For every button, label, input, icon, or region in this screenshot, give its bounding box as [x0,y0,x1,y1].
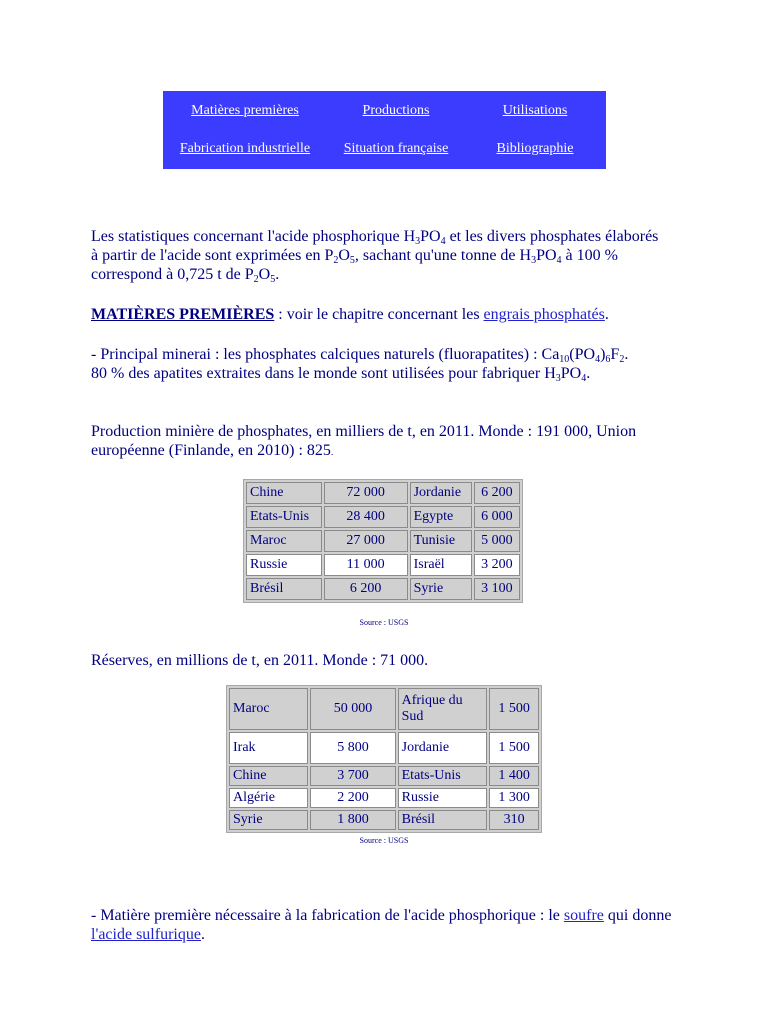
country-cell: Russie [246,554,322,576]
link-engrais-phosphates[interactable]: engrais phosphatés [483,306,605,323]
value-cell: 3 700 [310,766,395,786]
country-cell: Syrie [229,810,308,830]
value-cell: 72 000 [324,482,408,504]
value-cell: 5 000 [474,530,520,552]
country-cell: Maroc [229,688,308,730]
nav-link-matieres-premieres[interactable]: Matières premières [191,103,299,118]
value-cell: 27 000 [324,530,408,552]
country-cell: Etats-Unis [246,506,322,528]
value-cell: 50 000 [310,688,395,730]
country-cell: Afrique du Sud [398,688,488,730]
section-matieres-premieres: MATIÈRES PREMIÈRES : voir le chapitre concernant les engrais phosphatés. [91,306,609,323]
country-cell: Chine [246,482,322,504]
nav-link-productions[interactable]: Productions [362,103,430,118]
link-soufre[interactable]: soufre [563,907,604,924]
table-row [246,578,520,600]
table-row [246,506,520,528]
value-cell: 11 000 [324,554,408,576]
country-cell: Tunisie [410,530,472,552]
table-row [229,810,539,830]
footer-paragraph: - Matière première nécessaire à la fabrication de l'acide phosphorique : le soufre qui donne l'acide sulfurique. [91,907,672,943]
table-row [246,554,520,576]
country-cell: Irak [229,732,308,764]
value-cell: 28 400 [324,506,408,528]
country-cell: Brésil [246,578,322,600]
value-cell: 1 500 [489,688,539,730]
value-cell: 1 400 [489,766,539,786]
country-cell: Israël [410,554,472,576]
table-row [229,732,539,764]
table-row [229,766,539,786]
nav-menu [163,91,606,169]
value-cell: 310 [489,810,539,830]
production-source: Source : USGS [359,618,409,627]
table-row [229,688,539,730]
nav-link-utilisations[interactable]: Utilisations [502,103,568,118]
value-cell: 6 200 [324,578,408,600]
value-cell: 5 800 [310,732,395,764]
nav-link-situation-francaise[interactable]: Situation française [343,141,449,156]
value-cell: 3 200 [474,554,520,576]
country-cell: Etats-Unis [398,766,488,786]
value-cell: 6 200 [474,482,520,504]
country-cell: Egypte [410,506,472,528]
mineral-paragraph: - Principal minerai : les phosphates calciques naturels (fluorapatites) : $Ca_{10}(PO_4)_6F_2$. 80 % des apatites extraites dans le monde sont utilisées pour fabriquer $H_3PO_4$. [91,346,629,384]
country-cell: Chine [229,766,308,786]
reserves-table [226,685,542,833]
value-cell: 6 000 [474,506,520,528]
nav-link-fabrication-industrielle[interactable]: Fabrication industrielle [179,141,311,156]
reserves-source: Source : USGS [359,836,409,845]
table-row [246,482,520,504]
section-heading: MATIÈRES PREMIÈRES [91,306,275,323]
value-cell: 1 500 [489,732,539,764]
country-cell: Russie [398,788,488,808]
production-table [243,479,523,603]
value-cell: 1 300 [489,788,539,808]
country-cell: Jordanie [398,732,488,764]
table-row [229,788,539,808]
value-cell: 1 800 [310,810,395,830]
country-cell: Maroc [246,530,322,552]
value-cell: 3 100 [474,578,520,600]
value-cell: 2 200 [310,788,395,808]
intro-paragraph: Les statistiques concernant l'acide phosphorique $H_3PO_4$ et les divers phosphates élaborés à partir de l'acide sont exprimées en $P_2O_5$, sachant qu'une tonne de $H_3PO_4$ à 100 % correspond à 0,725 t de $P_2O_5$. [91,228,659,285]
country-cell: Brésil [398,810,488,830]
reserves-paragraph: Réserves, en millions de t, en 2011. Monde : 71 000. [91,652,429,669]
table-row [246,530,520,552]
country-cell: Algérie [229,788,308,808]
nav-link-bibliographie[interactable]: Bibliographie [496,141,574,156]
production-paragraph: Production minière de phosphates, en milliers de t, en 2011. Monde : 191 000, Union européenne (Finlande, en 2010) : 825. [91,423,637,459]
country-cell: Jordanie [410,482,472,504]
country-cell: Syrie [410,578,472,600]
link-acide-sulfurique[interactable]: l'acide sulfurique [91,926,201,943]
